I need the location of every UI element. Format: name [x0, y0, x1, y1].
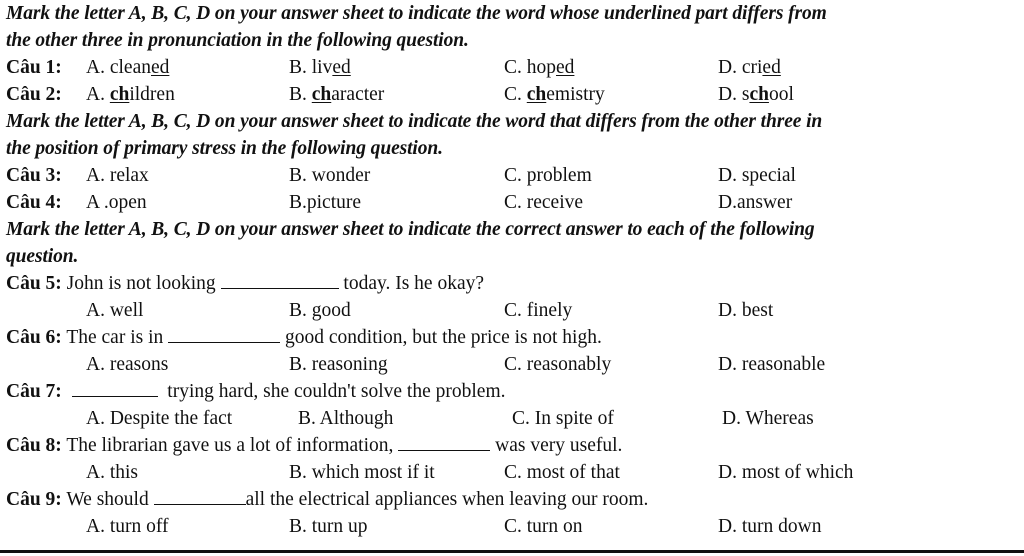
option-d: D. Whereas	[722, 408, 814, 429]
question-4	[6, 189, 1018, 216]
option-letter: D.	[718, 84, 737, 105]
question-stem	[6, 486, 648, 513]
question-label: Câu 2:	[6, 84, 62, 105]
instruction-stress	[6, 108, 1018, 162]
option-a: A .open	[86, 192, 147, 213]
question-6-options	[6, 351, 1018, 378]
underlined-part: ed	[332, 57, 351, 78]
underlined-part: ch	[749, 84, 769, 105]
option-b	[289, 81, 384, 108]
option-d: D. special	[718, 165, 796, 186]
option-b	[289, 54, 351, 81]
question-label: Câu 5:	[6, 273, 62, 294]
question-stem	[6, 378, 506, 405]
question-label: Câu 6:	[6, 327, 62, 348]
question-stem	[6, 270, 484, 297]
question-label: Câu 4:	[6, 192, 62, 213]
option-letter: B.	[289, 84, 307, 105]
stem-text: was very useful.	[495, 435, 623, 456]
question-label: Câu 8:	[6, 435, 62, 456]
stem-text: all the electrical appliances when leaving our room.	[245, 489, 649, 510]
option-c: C. problem	[504, 165, 592, 186]
instruction-line: Mark the letter A, B, C, D on your answer sheet to indicate the correct answer to each of the following	[6, 219, 815, 240]
option-d: D.answer	[718, 192, 793, 213]
option-c: C. most of that	[504, 462, 620, 483]
question-label: Câu 9:	[6, 489, 62, 510]
option-b: B.picture	[289, 192, 362, 213]
option-d: D. reasonable	[718, 354, 826, 375]
option-text: hop	[526, 57, 557, 78]
question-8-options	[6, 459, 1018, 486]
option-a: A. turn off	[86, 516, 169, 537]
option-c: C. finely	[504, 300, 573, 321]
instruction-line: Mark the letter A, B, C, D on your answer sheet to indicate the word whose underlined part differs from	[6, 3, 827, 24]
option-c	[504, 81, 605, 108]
instruction-line: question.	[6, 246, 79, 267]
option-d	[718, 54, 781, 81]
question-2	[6, 81, 1018, 108]
question-label: Câu 3:	[6, 165, 62, 186]
option-text: cri	[741, 57, 763, 78]
question-6-stem	[6, 324, 1018, 351]
question-8-stem	[6, 432, 1018, 459]
option-b: B. which most if it	[289, 462, 435, 483]
worksheet-page	[6, 0, 1018, 556]
option-a: A. Despite the fact	[86, 408, 233, 429]
answer-blank	[221, 270, 339, 289]
option-d: D. most of which	[718, 462, 854, 483]
option-letter: B.	[289, 57, 307, 78]
option-text: aracter	[331, 84, 385, 105]
answer-blank	[168, 324, 280, 343]
option-c: C. In spite of	[512, 408, 614, 429]
option-letter: C.	[504, 84, 522, 105]
question-stem	[6, 432, 622, 459]
question-label: Câu 7:	[6, 381, 62, 402]
option-a: A. relax	[86, 165, 149, 186]
question-7-stem	[6, 378, 1018, 405]
option-b: B. good	[289, 300, 351, 321]
question-label: Câu 1:	[6, 57, 62, 78]
bottom-border	[0, 550, 1024, 553]
option-c: C. turn on	[504, 516, 583, 537]
option-text: clean	[109, 57, 151, 78]
question-9-options	[6, 513, 1018, 540]
option-text: liv	[311, 57, 333, 78]
option-a: A. reasons	[86, 354, 169, 375]
option-c: C. receive	[504, 192, 584, 213]
underlined-part: ed	[762, 57, 781, 78]
stem-text: today. Is he okay?	[343, 273, 485, 294]
option-b: B. wonder	[289, 165, 371, 186]
question-3	[6, 162, 1018, 189]
option-b: B. Although	[298, 408, 394, 429]
question-1	[6, 54, 1018, 81]
option-a: A. this	[86, 462, 139, 483]
underlined-part: ch	[526, 84, 547, 105]
question-7-options	[6, 405, 1018, 432]
underlined-part: ch	[311, 84, 332, 105]
option-d: D. best	[718, 300, 774, 321]
question-5-stem	[6, 270, 1018, 297]
option-text: s	[741, 84, 750, 105]
option-c	[504, 54, 574, 81]
option-b: B. turn up	[289, 516, 368, 537]
option-text: emistry	[546, 84, 605, 105]
option-b: B. reasoning	[289, 354, 388, 375]
option-letter: D.	[718, 57, 737, 78]
option-letter: A.	[86, 84, 105, 105]
instruction-pronunciation	[6, 0, 1018, 54]
option-text: ildren	[129, 84, 175, 105]
answer-blank	[72, 378, 158, 397]
option-a: A. well	[86, 300, 144, 321]
option-d: D. turn down	[718, 516, 822, 537]
option-letter: A.	[86, 57, 105, 78]
answer-blank	[154, 486, 246, 505]
underlined-part: ed	[150, 57, 170, 78]
stem-text: John is not looking	[66, 273, 216, 294]
underlined-part: ch	[109, 84, 130, 105]
instruction-correct-answer	[6, 216, 1018, 270]
answer-blank	[398, 432, 490, 451]
question-stem	[6, 324, 602, 351]
stem-text: The librarian gave us a lot of information,	[66, 435, 394, 456]
question-5-options	[6, 297, 1018, 324]
instruction-line: the position of primary stress in the following question.	[6, 138, 443, 159]
option-letter: C.	[504, 57, 522, 78]
stem-text: trying hard, she couldn't solve the problem.	[167, 381, 506, 402]
option-a	[86, 54, 169, 81]
question-9-stem	[6, 486, 1018, 513]
option-text: ool	[768, 84, 794, 105]
instruction-line: Mark the letter A, B, C, D on your answer sheet to indicate the word that differs from the other three in	[6, 111, 823, 132]
stem-text: The car is in	[66, 327, 164, 348]
option-d	[718, 81, 794, 108]
instruction-line: the other three in pronunciation in the following question.	[6, 30, 469, 51]
stem-text: We should	[66, 489, 149, 510]
option-c: C. reasonably	[504, 354, 612, 375]
underlined-part: ed	[556, 57, 575, 78]
stem-text: good condition, but the price is not high.	[285, 327, 602, 348]
option-a	[86, 81, 175, 108]
